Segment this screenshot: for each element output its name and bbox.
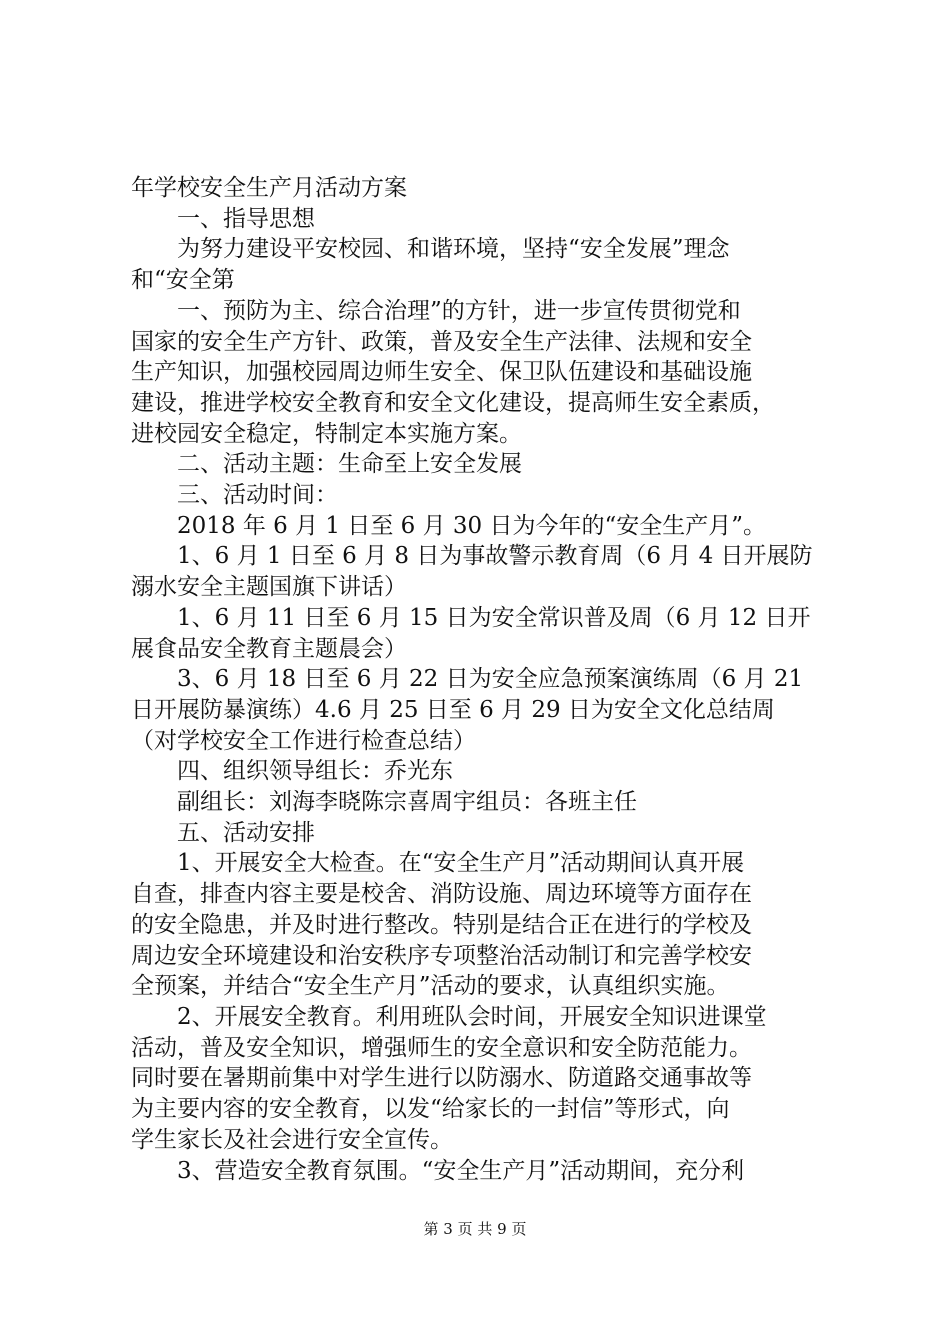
text-line: 自查，排查内容主要是校舍、消防设施、周边环境等方面存在 xyxy=(131,881,752,908)
text-line: 年学校安全生产月活动方案 xyxy=(131,175,407,201)
text-line: 1、6 月 11 日至 6 月 15 日为安全常识普及周（6 月 12 日开 xyxy=(131,604,811,631)
text-line: 国家的安全生产方针、政策，普及安全生产法律、法规和安全 xyxy=(131,328,752,355)
text-line: 同时要在暑期前集中对学生进行以防溺水、防道路交通事故等 xyxy=(131,1065,752,1092)
text-line: 一、指导思想 xyxy=(131,205,315,232)
text-line: 3、6 月 18 日至 6 月 22 日为安全应急预案演练周（6 月 21 xyxy=(131,666,804,693)
text-line: 一、预防为主、综合治理”的方针，进一步宣传贯彻党和 xyxy=(131,297,741,324)
text-line: 活动，普及安全知识，增强师生的安全意识和安全防范能力。 xyxy=(131,1034,752,1061)
text-line: 学生家长及社会进行安全宣传。 xyxy=(131,1126,453,1153)
text-line: 和“安全第 xyxy=(131,267,235,294)
document-body xyxy=(131,173,831,1186)
text-line: 为主要内容的安全教育，以发“给家长的一封信”等形式，向 xyxy=(131,1096,730,1123)
text-line: 2、开展安全教育。利用班队会时间，开展安全知识进课堂 xyxy=(131,1003,767,1030)
text-line: 进校园安全稳定，特制定本实施方案。 xyxy=(131,420,522,447)
text-line: （对学校安全工作进行检查总结） xyxy=(131,727,476,754)
text-line: 副组长：刘海李晓陈宗喜周宇组员：各班主任 xyxy=(131,789,637,816)
text-line: 二、活动主题：生命至上安全发展 xyxy=(131,451,522,478)
text-line: 展食品安全教育主题晨会） xyxy=(131,635,407,662)
text-line: 全预案，并结合“安全生产月”活动的要求，认真组织实施。 xyxy=(131,973,730,1000)
text-line: 生产知识，加强校园周边师生安全、保卫队伍建设和基础设施 xyxy=(131,359,752,386)
text-line: 1、6 月 1 日至 6 月 8 日为事故警示教育周（6 月 4 日开展防 xyxy=(131,543,813,570)
text-line: 为努力建设平安校园、和谐环境，坚持“安全发展”理念 xyxy=(131,236,730,263)
text-line: 3、营造安全教育氛围。“安全生产月”活动期间，充分利 xyxy=(131,1157,745,1184)
text-line: 建设，推进学校安全教育和安全文化建设，提高师生安全素质， xyxy=(131,389,775,416)
text-line: 五、活动安排 xyxy=(131,819,315,846)
text-line: 的安全隐患，并及时进行整改。特别是结合正在进行的学校及 xyxy=(131,911,752,938)
text-line: 溺水安全主题国旗下讲话） xyxy=(131,574,407,601)
page-footer: 第 3 页 共 9 页 xyxy=(423,1220,527,1238)
text-line: 日开展防暴演练）4.6 月 25 日至 6 月 29 日为安全文化总结周 xyxy=(131,696,775,723)
text-line: 三、活动时间： xyxy=(131,482,338,509)
text-line: 2018 年 6 月 1 日至 6 月 30 日为今年的“安全生产月”。 xyxy=(131,512,767,539)
text-line: 四、组织领导组长：乔光东 xyxy=(131,758,453,785)
text-line: 周边安全环境建设和治安秩序专项整治活动制订和完善学校安 xyxy=(131,942,752,969)
text-line: 1、开展安全大检查。在“安全生产月”活动期间认真开展 xyxy=(131,850,745,877)
